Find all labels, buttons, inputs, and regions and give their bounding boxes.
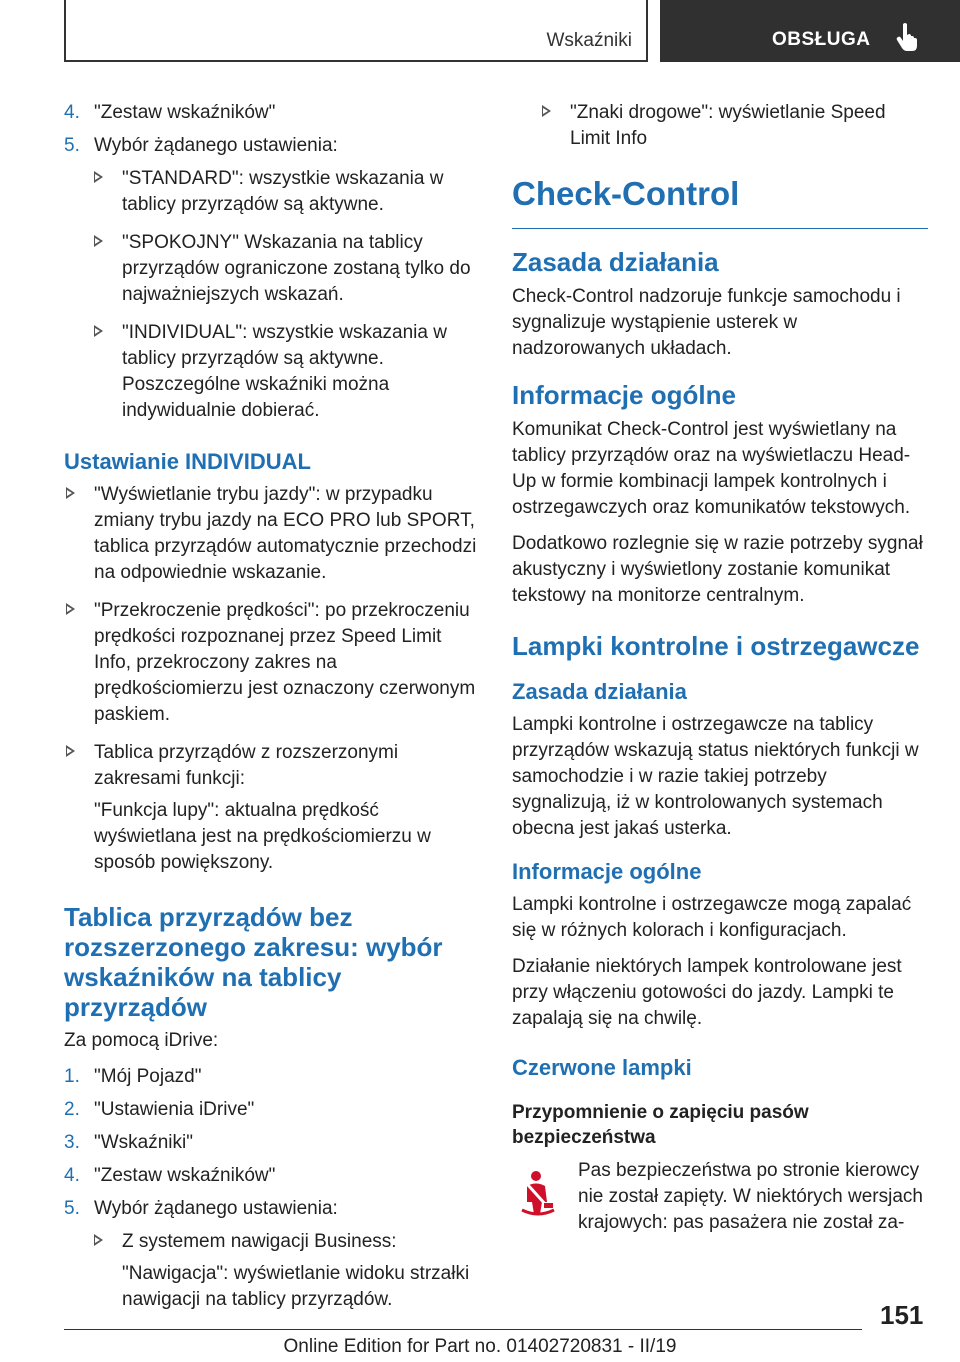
list-text: Wybór żądanego ustawienia: bbox=[94, 1198, 338, 1219]
heading-lampki: Lampki kontrolne i ostrzegawcze bbox=[512, 631, 920, 661]
bullet-text: "Przekroczenie prędkości": po przekroczeniu prędkości rozpoznanej przez Speed Limit Info, przekroczony zakres na prędkościomierzu jest oznaczony czerwonym paskiem. bbox=[94, 600, 476, 725]
list-item bbox=[64, 1130, 478, 1156]
bullet-triangle-icon bbox=[66, 603, 75, 615]
paragraph: Check-Control nadzoruje funkcje samochodu i sygnalizuje wystąpienie usterek w nadzorowanych układach. bbox=[512, 286, 901, 359]
bullet-item bbox=[64, 482, 478, 586]
paragraph: Lampki kontrolne i ostrzegawcze mogą zapalać się w różnych kolorach i konfiguracjach. bbox=[512, 894, 912, 941]
bullet-triangle-icon bbox=[94, 325, 103, 337]
list-number: 5. bbox=[64, 135, 80, 156]
bullet-text: "INDIVIDUAL": wszystkie wskazania w tablicy przyrządów są aktywne. Poszczególne wskaźniki można indywidualnie dobierać. bbox=[122, 322, 447, 421]
list-number: 3. bbox=[64, 1132, 80, 1153]
bullet-extra-text: "Funkcja lupy": aktualna prędkość wyświetlana jest na prędkościomierzu w sposób powiększony. bbox=[94, 800, 431, 873]
sub-bullets bbox=[540, 100, 928, 152]
paragraph: Pas bezpieczeństwa po stronie kierowcy nie został zapięty. W niektórych wersjach krajowych: pas pasażera nie został za- bbox=[578, 1160, 923, 1233]
heading-tablica: Tablica przyrządów bez rozszerzonego zakresu: wybór wskaźników na tablicy przyrządów bbox=[64, 902, 443, 1022]
sub-bullets bbox=[92, 1229, 478, 1313]
list-item bbox=[64, 1196, 478, 1222]
list-number: 2. bbox=[64, 1099, 80, 1120]
heading-pasy: Przypomnienie o zapięciu pasów bezpieczeństwa bbox=[512, 1102, 809, 1148]
heading-zasada-lampki: Zasada działania bbox=[512, 679, 687, 704]
list-item bbox=[64, 133, 478, 159]
list-item bbox=[64, 100, 478, 126]
header-section-box bbox=[64, 0, 648, 62]
bullet-triangle-icon bbox=[66, 745, 75, 757]
list-number: 1. bbox=[64, 1066, 80, 1087]
list-number: 4. bbox=[64, 102, 80, 123]
heading-informacje-lampki: Informacje ogólne bbox=[512, 859, 702, 884]
bullet-triangle-icon bbox=[66, 487, 75, 499]
bullet-extra-text: "Nawigacja": wyświetlanie widoku strzałki nawigacji na tablicy przyrządów. bbox=[122, 1263, 470, 1310]
hand-pointer-icon bbox=[896, 22, 918, 52]
paragraph: Działanie niektórych lampek kontrolowane jest przy włączeniu gotowości do jazdy. Lampki te zapalają się na chwilę. bbox=[512, 956, 902, 1029]
left-column bbox=[64, 100, 478, 1325]
bullet-text: "SPOKOJNY" Wskazania na tablicy przyrządów ograniczone zostaną tylko do najważniejszych wskazań. bbox=[122, 232, 471, 305]
list-number: 5. bbox=[64, 1198, 80, 1219]
paragraph: Lampki kontrolne i ostrzegawcze na tablicy przyrządów wskazują status niektórych funkcji w samochodzie i w razie takiej potrzeby sygnalizują, iż w kontrolowanych systemach obecna jest jakaś usterka. bbox=[512, 714, 919, 839]
bullet-item bbox=[92, 166, 478, 218]
heading-informacje: Informacje ogólne bbox=[512, 380, 736, 410]
bullet-triangle-icon bbox=[94, 171, 103, 183]
paragraph: Komunikat Check-Control jest wyświetlany na tablicy przyrządów oraz na wyświetlaczu Head-Up w formie kombinacji lampek kontrolnych i ostrzegawczych oraz komunikatów tekstowych. bbox=[512, 419, 911, 518]
list-number: 4. bbox=[64, 1165, 80, 1186]
bullet-triangle-icon bbox=[94, 235, 103, 247]
seatbelt-warning-icon bbox=[518, 1170, 558, 1216]
footer-divider bbox=[64, 1329, 862, 1330]
header-section-title: Wskaźniki bbox=[546, 30, 632, 51]
bullet-item bbox=[92, 230, 478, 308]
bullet-triangle-icon bbox=[542, 105, 551, 117]
bullet-item bbox=[92, 1229, 478, 1313]
bullet-triangle-icon bbox=[94, 1234, 103, 1246]
paragraph: Dodatkowo rozlegnie się w razie potrzeby sygnał akustyczny i wyświetlony zostanie komunikat tekstowy na monitorze centralnym. bbox=[512, 533, 923, 606]
bullet-item bbox=[64, 598, 478, 728]
bullet-text: "Wyświetlanie trybu jazdy": w przypadku zmiany trybu jazdy na ECO PRO lub SPORT, tablica przyrządów automatycznie przechodzi na odpowiednie wskazanie. bbox=[94, 484, 477, 583]
seatbelt-warning-block bbox=[512, 1158, 928, 1236]
edition-text: Online Edition for Part no. 01402720831 - II/19 bbox=[283, 1336, 677, 1357]
list-item bbox=[64, 1064, 478, 1090]
list-text: "Mój Pojazd" bbox=[94, 1066, 202, 1087]
header-chapter-box bbox=[660, 0, 960, 62]
list-item bbox=[64, 1097, 478, 1123]
bullet-text: "Znaki drogowe": wyświetlanie Speed Limit Info bbox=[570, 102, 886, 149]
list-text: "Zestaw wskaźników" bbox=[94, 1165, 276, 1186]
heading-individual: Ustawianie INDIVIDUAL bbox=[64, 449, 311, 474]
bullet-text: Tablica przyrządów z rozszerzonymi zakresami funkcji: bbox=[94, 742, 399, 789]
list-text: "Ustawienia iDrive" bbox=[94, 1099, 255, 1120]
page-number: 151 bbox=[880, 1300, 924, 1330]
heading-czerwone: Czerwone lampki bbox=[512, 1055, 692, 1080]
bullet-item bbox=[92, 320, 478, 424]
list-text: "Wskaźniki" bbox=[94, 1132, 193, 1153]
list-text: "Zestaw wskaźników" bbox=[94, 102, 276, 123]
sub-bullets bbox=[92, 166, 478, 424]
bullet-text: Z systemem nawigacji Business: bbox=[122, 1231, 397, 1252]
right-column bbox=[512, 100, 928, 1246]
bullet-text: "STANDARD": wszystkie wskazania w tablicy przyrządów są aktywne. bbox=[122, 168, 444, 215]
list-text: Wybór żądanego ustawienia: bbox=[94, 135, 338, 156]
heading-zasada: Zasada działania bbox=[512, 247, 719, 277]
idrive-intro: Za pomocą iDrive: bbox=[64, 1030, 219, 1051]
bullet-item bbox=[540, 100, 928, 152]
bullet-item bbox=[64, 740, 478, 876]
heading-check-control: Check-Control bbox=[512, 174, 928, 229]
header-chapter-title: OBSŁUGA bbox=[772, 29, 871, 50]
list-item bbox=[64, 1163, 478, 1189]
